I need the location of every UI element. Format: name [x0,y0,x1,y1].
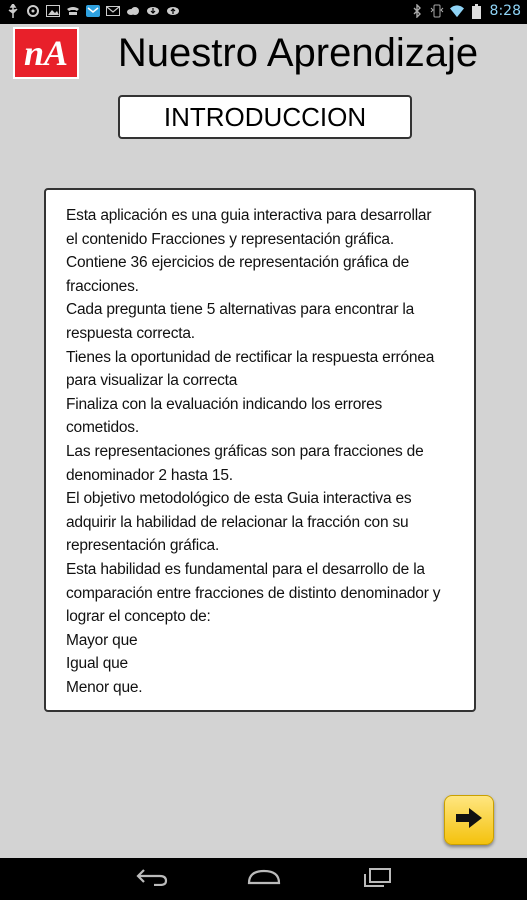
content-line: cometidos. [66,419,139,437]
content-line: Finaliza con la evaluación indicando los errores [66,395,383,413]
usb-icon [6,4,20,18]
app-logo [13,27,79,79]
vibrate-icon [430,4,444,18]
download-icon [146,4,160,18]
gmail-icon [106,4,120,18]
content-line: Esta aplicación es una guia interactiva para desarrollar [66,207,432,224]
nav-recents-button[interactable] [357,866,397,892]
status-bar [0,0,527,24]
recents-icon [362,867,392,892]
home-icon [246,868,282,891]
content-line: para visualizar la correcta [66,372,238,390]
system-icons [410,3,521,19]
content-line: Menor que. [66,678,143,696]
cloud-icon [126,4,140,18]
back-icon [136,868,168,891]
app-title: Nuestro Aprendizaje [117,31,479,75]
logo-text: nA [23,33,69,73]
notification-icons [6,4,180,18]
tty-icon [66,4,80,18]
content-line: Las representaciones gráficas son para fracciones de [66,442,424,460]
content-line: el contenido Fracciones y representación gráfica. [66,230,394,248]
content-line: Tienes la oportunidad de rectificar la respuesta errónea [66,348,435,366]
arrow-right-icon [454,807,484,834]
introduction-text-box [44,188,476,712]
content-line: Cada pregunta tiene 5 alternativas para encontrar la [66,301,415,319]
content-line: El objetivo metodológico de esta Guia interactiva es [66,490,412,508]
battery-icon [470,4,484,18]
image-icon [46,4,60,18]
content-line: denominador 2 hasta 15. [66,466,233,484]
content-line: fracciones. [66,277,139,295]
content-line: Mayor que [66,631,138,649]
wifi-icon [450,4,464,18]
content-line: adquirir la habilidad de relacionar la fracción con su [66,513,409,531]
content-line: respuesta correcta. [66,324,195,342]
nav-home-button[interactable] [244,866,284,892]
android-debug-icon [26,4,40,18]
content-line: Contiene 36 ejercicios de representación gráfica de [66,254,410,272]
status-time: 8:28 [489,3,521,19]
mail-icon [86,4,100,18]
content-line: lograr el concepto de: [66,608,211,626]
next-button[interactable] [444,795,494,845]
section-title: INTRODUCCION [118,95,412,139]
content-line: Igual que [66,655,128,673]
content-line: comparación entre fracciones de distinto denominador y [66,584,441,602]
upload-icon [166,4,180,18]
content-line: Esta habilidad es fundamental para el desarrollo de la [66,560,425,578]
navigation-bar [0,858,527,900]
nav-back-button[interactable] [132,866,172,892]
bluetooth-icon [410,4,424,18]
content-line: representación gráfica. [66,537,220,555]
